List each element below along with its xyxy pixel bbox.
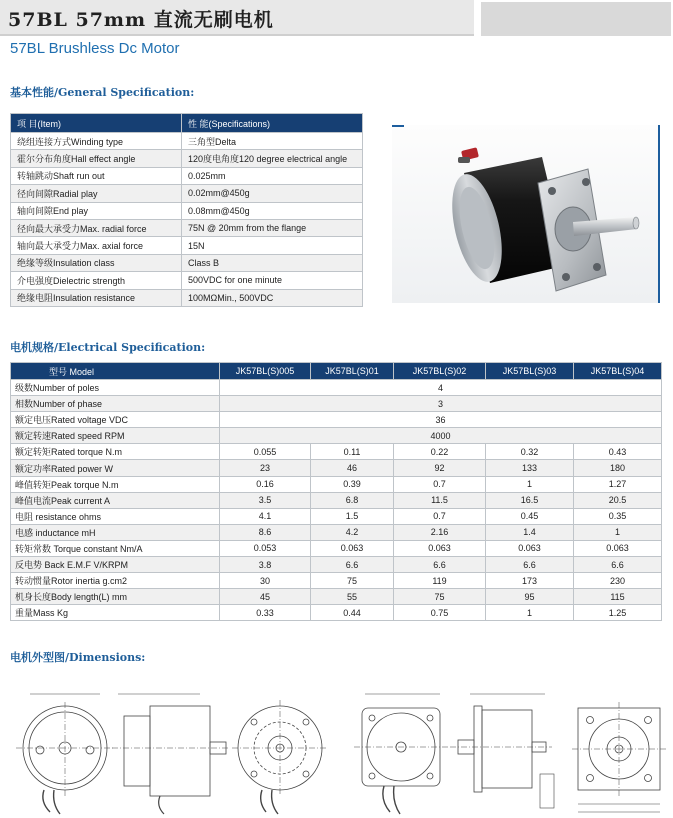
parameter-value-cell: 1.27: [574, 476, 662, 492]
table-row: [11, 380, 662, 396]
parameter-value-cell: 4.2: [311, 524, 394, 540]
parameter-label-cell: 额定功率Rated power W: [11, 460, 220, 476]
parameter-value-cell: 0.063: [311, 540, 394, 556]
model-column-header: 型号 Model: [11, 363, 220, 380]
table-row: [11, 540, 662, 556]
parameter-value-cell: 3.5: [220, 492, 311, 508]
parameter-value-cell: 230: [574, 573, 662, 589]
spec-value-cell: 0.02mm@450g: [182, 185, 363, 202]
parameter-value-cell: 133: [486, 460, 574, 476]
spec-item-cell: 轴向最大承受力Max. axial force: [11, 237, 182, 254]
round-side-view-drawing: [112, 694, 230, 814]
table-row: [11, 428, 662, 444]
parameter-label-cell: 反电势 Back E.M.F V/KRPM: [11, 557, 220, 573]
spec-value-cell: 0.025mm: [182, 167, 363, 184]
page-title: 57BL 57mm 直流无刷电机: [8, 9, 274, 31]
general-column-header: 项 目(Item): [11, 114, 182, 133]
spec-value-cell: 15N: [182, 237, 363, 254]
motor-illustration: [392, 125, 660, 303]
parameter-value-cell: 0.063: [486, 540, 574, 556]
spec-item-cell: 绝缘电阻Insulation resistance: [11, 289, 182, 306]
parameter-value-cell: 119: [394, 573, 486, 589]
parameter-value-cell: 0.063: [394, 540, 486, 556]
parameter-value-cell: 0.11: [311, 444, 394, 460]
table-row: [11, 557, 662, 573]
parameter-label-cell: 额定转速Rated speed RPM: [11, 428, 220, 444]
spec-item-cell: 绕组连接方式Winding type: [11, 133, 182, 150]
parameter-value-cell: 180: [574, 460, 662, 476]
spec-value-cell: 0.08mm@450g: [182, 202, 363, 219]
model-name-header: JK57BL(S)03: [486, 363, 574, 380]
parameter-value-cell: 1.4: [486, 524, 574, 540]
general-table-header-row: [11, 114, 363, 133]
table-row: [11, 444, 662, 460]
dimension-drawings: [0, 680, 673, 818]
table-row: [11, 202, 363, 219]
parameter-value-cell: 0.45: [486, 508, 574, 524]
parameter-value-cell: 6.6: [574, 557, 662, 573]
square-end-view-drawing: [354, 694, 448, 814]
parameter-label-cell: 额定电压Rated voltage VDC: [11, 412, 220, 428]
table-row: [11, 589, 662, 605]
shared-value-cell: 36: [220, 412, 662, 428]
table-row: [11, 412, 662, 428]
table-row: [11, 605, 662, 621]
model-name-header: JK57BL(S)02: [394, 363, 486, 380]
parameter-value-cell: 0.063: [574, 540, 662, 556]
parameter-value-cell: 173: [486, 573, 574, 589]
table-row: [11, 492, 662, 508]
parameter-value-cell: 55: [311, 589, 394, 605]
parameter-value-cell: 46: [311, 460, 394, 476]
spec-value-cell: 500VDC for one minute: [182, 272, 363, 289]
parameter-value-cell: 75: [311, 573, 394, 589]
model-name-header: JK57BL(S)005: [220, 363, 311, 380]
table-row: [11, 460, 662, 476]
table-row: [11, 150, 363, 167]
parameter-value-cell: 0.7: [394, 508, 486, 524]
parameter-value-cell: 6.6: [394, 557, 486, 573]
parameter-value-cell: 0.39: [311, 476, 394, 492]
parameter-value-cell: 3.8: [220, 557, 311, 573]
parameter-value-cell: 92: [394, 460, 486, 476]
table-row: [11, 167, 363, 184]
parameter-value-cell: 0.75: [394, 605, 486, 621]
spec-item-cell: 转轴跳动Shaft run out: [11, 167, 182, 184]
table-row: [11, 254, 363, 271]
motor-photo: [392, 125, 660, 303]
spec-item-cell: 径向间隙Radial play: [11, 185, 182, 202]
table-row: [11, 508, 662, 524]
parameter-value-cell: 4.1: [220, 508, 311, 524]
parameter-value-cell: 0.22: [394, 444, 486, 460]
table-row: [11, 219, 363, 236]
parameter-label-cell: 电感 inductance mH: [11, 524, 220, 540]
parameter-label-cell: 机身长度Body length(L) mm: [11, 589, 220, 605]
parameter-value-cell: 0.055: [220, 444, 311, 460]
spec-item-cell: 霍尔分布角度Hall effect angle: [11, 150, 182, 167]
parameter-label-cell: 额定转矩Rated torque N.m: [11, 444, 220, 460]
shared-value-cell: 4000: [220, 428, 662, 444]
table-row: [11, 133, 363, 150]
parameter-value-cell: 0.35: [574, 508, 662, 524]
electrical-spec-title: 电机规格/Electrical Specification:: [10, 341, 206, 354]
table-row: [11, 272, 363, 289]
spec-value-cell: 100MΩMin., 500VDC: [182, 289, 363, 306]
shared-value-cell: 4: [220, 380, 662, 396]
parameter-label-cell: 转动惯量Rotor inertia g.cm2: [11, 573, 220, 589]
general-column-header: 性 能(Specifications): [182, 114, 363, 133]
parameter-label-cell: 峰值电流Peak current A: [11, 492, 220, 508]
parameter-value-cell: 20.5: [574, 492, 662, 508]
parameter-value-cell: 115: [574, 589, 662, 605]
parameter-value-cell: 1: [486, 476, 574, 492]
parameter-label-cell: 重量Mass Kg: [11, 605, 220, 621]
spec-item-cell: 径向最大承受力Max. radial force: [11, 219, 182, 236]
table-row: [11, 289, 363, 306]
electrical-spec-table: [10, 362, 662, 621]
parameter-value-cell: 30: [220, 573, 311, 589]
parameter-value-cell: 1.25: [574, 605, 662, 621]
spec-item-cell: 轴向间隙End play: [11, 202, 182, 219]
parameter-value-cell: 1.5: [311, 508, 394, 524]
parameter-value-cell: 0.053: [220, 540, 311, 556]
spec-item-cell: 介电强度Dielectric strength: [11, 272, 182, 289]
square-side-view-drawing: [450, 694, 554, 808]
parameter-value-cell: 6.8: [311, 492, 394, 508]
spec-value-cell: 120度电角度120 degree electrical angle: [182, 150, 363, 167]
parameter-value-cell: 0.44: [311, 605, 394, 621]
dimensions-title: 电机外型图/Dimensions:: [10, 651, 146, 664]
model-name-header: JK57BL(S)01: [311, 363, 394, 380]
parameter-value-cell: 6.6: [486, 557, 574, 573]
parameter-value-cell: 0.16: [220, 476, 311, 492]
parameter-value-cell: 11.5: [394, 492, 486, 508]
table-row: [11, 396, 662, 412]
table-row: [11, 237, 363, 254]
parameter-value-cell: 16.5: [486, 492, 574, 508]
parameter-value-cell: 6.6: [311, 557, 394, 573]
parameter-value-cell: 45: [220, 589, 311, 605]
parameter-value-cell: 2.16: [394, 524, 486, 540]
parameter-value-cell: 8.6: [220, 524, 311, 540]
spec-value-cell: Class B: [182, 254, 363, 271]
page-subtitle: 57BL Brushless Dc Motor: [10, 40, 180, 57]
parameter-label-cell: 转矩常数 Torque constant Nm/A: [11, 540, 220, 556]
dimension-drawings-svg: [0, 680, 673, 818]
electrical-table-header-row: [11, 363, 662, 380]
general-spec-table: [10, 113, 363, 307]
spec-item-cell: 绝缘等级Insulation class: [11, 254, 182, 271]
square-flange-view-drawing: [572, 702, 666, 812]
parameter-value-cell: 0.7: [394, 476, 486, 492]
parameter-value-cell: 75: [394, 589, 486, 605]
table-row: [11, 524, 662, 540]
general-spec-title: 基本性能/General Specification:: [10, 86, 195, 99]
table-row: [11, 185, 363, 202]
table-row: [11, 573, 662, 589]
model-name-header: JK57BL(S)04: [574, 363, 662, 380]
parameter-value-cell: 0.43: [574, 444, 662, 460]
parameter-label-cell: 电阻 resistance ohms: [11, 508, 220, 524]
title-bar: [0, 0, 474, 36]
spec-value-cell: 75N @ 20mm from the flange: [182, 219, 363, 236]
parameter-label-cell: 级数Number of poles: [11, 380, 220, 396]
table-row: [11, 476, 662, 492]
round-end-view-drawing: [16, 694, 114, 814]
parameter-value-cell: 0.33: [220, 605, 311, 621]
spec-value-cell: 三角型Delta: [182, 133, 363, 150]
parameter-value-cell: 23: [220, 460, 311, 476]
shared-value-cell: 3: [220, 396, 662, 412]
parameter-value-cell: 95: [486, 589, 574, 605]
parameter-value-cell: 1: [574, 524, 662, 540]
parameter-label-cell: 峰值转矩Peak torque N.m: [11, 476, 220, 492]
parameter-value-cell: 1: [486, 605, 574, 621]
header-decoration-block: [481, 2, 671, 36]
round-flange-view-drawing: [232, 700, 328, 814]
page-header: [0, 0, 673, 38]
parameter-label-cell: 相数Number of phase: [11, 396, 220, 412]
parameter-value-cell: 0.32: [486, 444, 574, 460]
